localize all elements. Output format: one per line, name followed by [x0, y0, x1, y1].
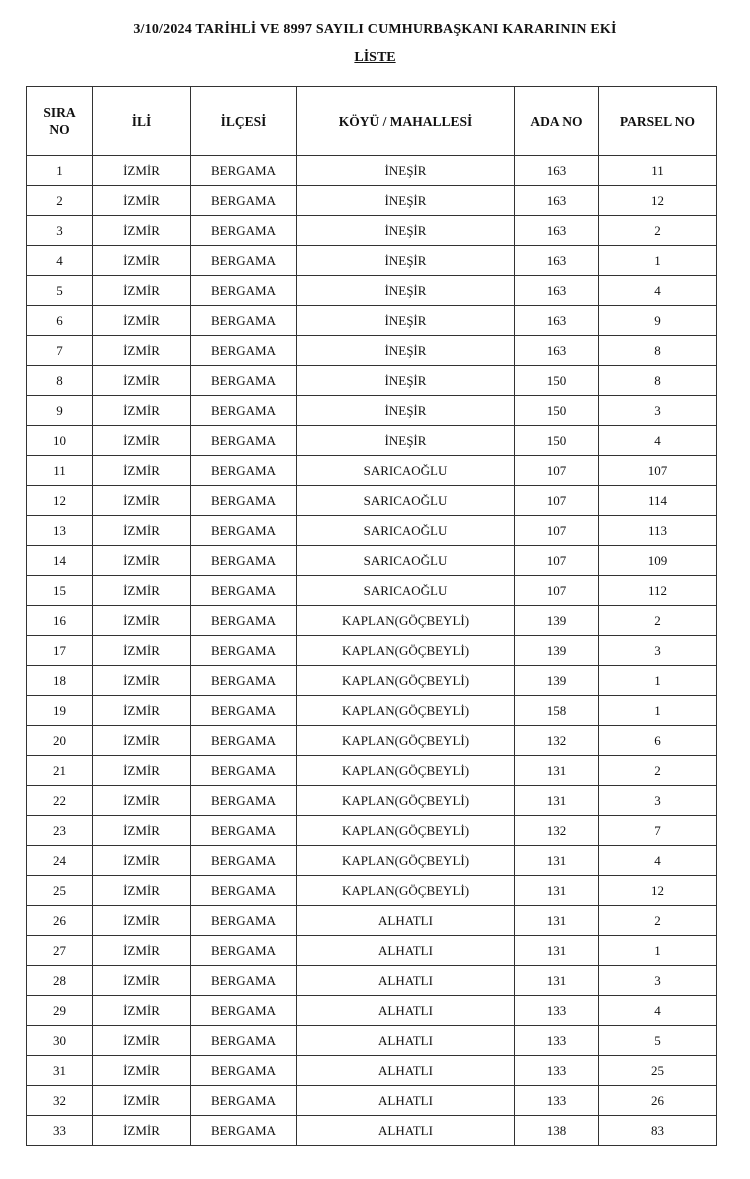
cell-il: İZMİR	[93, 576, 191, 606]
cell-parsel-no: 2	[599, 606, 717, 636]
cell-il: İZMİR	[93, 996, 191, 1026]
cell-parsel-no: 3	[599, 636, 717, 666]
cell-parsel-no: 114	[599, 486, 717, 516]
cell-koy-mahalle: KAPLAN(GÖÇBEYLİ)	[297, 846, 515, 876]
cell-ilce: BERGAMA	[191, 306, 297, 336]
cell-il: İZMİR	[93, 816, 191, 846]
cell-ada-no: 107	[515, 456, 599, 486]
cell-ada-no: 163	[515, 156, 599, 186]
table-row	[27, 786, 717, 816]
table-row	[27, 696, 717, 726]
cell-ilce: BERGAMA	[191, 156, 297, 186]
cell-sira-no: 5	[27, 276, 93, 306]
cell-ada-no: 107	[515, 516, 599, 546]
table-row	[27, 576, 717, 606]
cell-parsel-no: 9	[599, 306, 717, 336]
cell-ilce: BERGAMA	[191, 666, 297, 696]
table-row	[27, 486, 717, 516]
cell-koy-mahalle: KAPLAN(GÖÇBEYLİ)	[297, 696, 515, 726]
cell-il: İZMİR	[93, 696, 191, 726]
cell-sira-no: 29	[27, 996, 93, 1026]
cell-il: İZMİR	[93, 906, 191, 936]
cell-ilce: BERGAMA	[191, 636, 297, 666]
cell-ada-no: 163	[515, 336, 599, 366]
header-sira-line1: SIRA	[43, 105, 76, 120]
table-row	[27, 756, 717, 786]
header-ilce: İLÇESİ	[191, 87, 297, 156]
table-row	[27, 666, 717, 696]
cell-sira-no: 7	[27, 336, 93, 366]
cell-koy-mahalle: KAPLAN(GÖÇBEYLİ)	[297, 636, 515, 666]
cell-koy-mahalle: ALHATLI	[297, 1056, 515, 1086]
cell-parsel-no: 3	[599, 396, 717, 426]
cell-koy-mahalle: İNEŞİR	[297, 306, 515, 336]
cell-sira-no: 1	[27, 156, 93, 186]
cell-il: İZMİR	[93, 216, 191, 246]
cell-ada-no: 163	[515, 276, 599, 306]
cell-ilce: BERGAMA	[191, 516, 297, 546]
header-sira-no	[27, 87, 93, 156]
cell-parsel-no: 107	[599, 456, 717, 486]
cell-ada-no: 150	[515, 366, 599, 396]
cell-ada-no: 133	[515, 1026, 599, 1056]
cell-koy-mahalle: İNEŞİR	[297, 186, 515, 216]
cell-sira-no: 28	[27, 966, 93, 996]
cell-parsel-no: 2	[599, 906, 717, 936]
cell-ada-no: 107	[515, 486, 599, 516]
cell-parsel-no: 12	[599, 186, 717, 216]
cell-parsel-no: 5	[599, 1026, 717, 1056]
cell-il: İZMİR	[93, 396, 191, 426]
cell-il: İZMİR	[93, 936, 191, 966]
header-il: İLİ	[93, 87, 191, 156]
cell-koy-mahalle: KAPLAN(GÖÇBEYLİ)	[297, 786, 515, 816]
cell-sira-no: 15	[27, 576, 93, 606]
cell-sira-no: 30	[27, 1026, 93, 1056]
table-row	[27, 546, 717, 576]
table-row	[27, 876, 717, 906]
cell-ada-no: 163	[515, 306, 599, 336]
cell-parsel-no: 3	[599, 966, 717, 996]
cell-koy-mahalle: İNEŞİR	[297, 246, 515, 276]
table-row	[27, 816, 717, 846]
cell-sira-no: 11	[27, 456, 93, 486]
cell-sira-no: 26	[27, 906, 93, 936]
table-row	[27, 1026, 717, 1056]
cell-il: İZMİR	[93, 336, 191, 366]
cell-ada-no: 131	[515, 906, 599, 936]
cell-parsel-no: 3	[599, 786, 717, 816]
cell-sira-no: 10	[27, 426, 93, 456]
cell-ilce: BERGAMA	[191, 1086, 297, 1116]
cell-parsel-no: 113	[599, 516, 717, 546]
cell-koy-mahalle: SARICAOĞLU	[297, 546, 515, 576]
cell-ilce: BERGAMA	[191, 366, 297, 396]
cell-il: İZMİR	[93, 1056, 191, 1086]
table-row	[27, 846, 717, 876]
table-row	[27, 996, 717, 1026]
cell-il: İZMİR	[93, 366, 191, 396]
cell-sira-no: 27	[27, 936, 93, 966]
cell-sira-no: 3	[27, 216, 93, 246]
cell-koy-mahalle: KAPLAN(GÖÇBEYLİ)	[297, 876, 515, 906]
cell-parsel-no: 4	[599, 426, 717, 456]
table-row	[27, 366, 717, 396]
table-row	[27, 156, 717, 186]
cell-sira-no: 23	[27, 816, 93, 846]
cell-ada-no: 131	[515, 936, 599, 966]
cell-il: İZMİR	[93, 786, 191, 816]
cell-parsel-no: 1	[599, 666, 717, 696]
cell-parsel-no: 11	[599, 156, 717, 186]
table-row	[27, 906, 717, 936]
cell-koy-mahalle: ALHATLI	[297, 966, 515, 996]
cell-ada-no: 163	[515, 186, 599, 216]
cell-parsel-no: 8	[599, 336, 717, 366]
cell-parsel-no: 4	[599, 996, 717, 1026]
document-subtitle: LİSTE	[354, 50, 396, 65]
cell-ilce: BERGAMA	[191, 606, 297, 636]
cell-sira-no: 32	[27, 1086, 93, 1116]
cell-ilce: BERGAMA	[191, 216, 297, 246]
cell-ilce: BERGAMA	[191, 936, 297, 966]
cell-ada-no: 139	[515, 606, 599, 636]
cell-il: İZMİR	[93, 876, 191, 906]
cell-ada-no: 150	[515, 396, 599, 426]
table-header-row	[27, 87, 717, 156]
table-row	[27, 306, 717, 336]
cell-ada-no: 138	[515, 1116, 599, 1146]
cell-sira-no: 16	[27, 606, 93, 636]
cell-ilce: BERGAMA	[191, 1026, 297, 1056]
cell-ilce: BERGAMA	[191, 726, 297, 756]
cell-il: İZMİR	[93, 726, 191, 756]
table-row	[27, 246, 717, 276]
table-row	[27, 606, 717, 636]
header-koy-mahalle: KÖYÜ / MAHALLESİ	[297, 87, 515, 156]
header-ada-no: ADA NO	[515, 87, 599, 156]
cell-ilce: BERGAMA	[191, 546, 297, 576]
cell-parsel-no: 26	[599, 1086, 717, 1116]
cell-ilce: BERGAMA	[191, 426, 297, 456]
cell-sira-no: 31	[27, 1056, 93, 1086]
cell-ilce: BERGAMA	[191, 906, 297, 936]
cell-ada-no: 150	[515, 426, 599, 456]
cell-koy-mahalle: KAPLAN(GÖÇBEYLİ)	[297, 666, 515, 696]
cell-koy-mahalle: İNEŞİR	[297, 276, 515, 306]
cell-sira-no: 13	[27, 516, 93, 546]
cell-koy-mahalle: İNEŞİR	[297, 216, 515, 246]
table-body	[27, 156, 717, 1146]
cell-koy-mahalle: İNEŞİR	[297, 426, 515, 456]
cell-il: İZMİR	[93, 666, 191, 696]
cell-sira-no: 18	[27, 666, 93, 696]
cell-ada-no: 131	[515, 786, 599, 816]
cell-sira-no: 9	[27, 396, 93, 426]
cell-ilce: BERGAMA	[191, 816, 297, 846]
cell-ada-no: 158	[515, 696, 599, 726]
cell-ilce: BERGAMA	[191, 996, 297, 1026]
cell-koy-mahalle: ALHATLI	[297, 1086, 515, 1116]
cell-il: İZMİR	[93, 186, 191, 216]
cell-parsel-no: 12	[599, 876, 717, 906]
cell-parsel-no: 83	[599, 1116, 717, 1146]
cell-parsel-no: 25	[599, 1056, 717, 1086]
cell-koy-mahalle: SARICAOĞLU	[297, 456, 515, 486]
cell-il: İZMİR	[93, 516, 191, 546]
cell-ada-no: 163	[515, 246, 599, 276]
cell-ada-no: 131	[515, 846, 599, 876]
cell-ilce: BERGAMA	[191, 276, 297, 306]
cell-koy-mahalle: ALHATLI	[297, 906, 515, 936]
cell-ada-no: 139	[515, 636, 599, 666]
table-row	[27, 1086, 717, 1116]
cell-il: İZMİR	[93, 1026, 191, 1056]
cell-il: İZMİR	[93, 456, 191, 486]
cell-ilce: BERGAMA	[191, 396, 297, 426]
cell-koy-mahalle: ALHATLI	[297, 996, 515, 1026]
cell-koy-mahalle: ALHATLI	[297, 1116, 515, 1146]
table-row	[27, 216, 717, 246]
cell-ilce: BERGAMA	[191, 696, 297, 726]
cell-parsel-no: 1	[599, 936, 717, 966]
cell-koy-mahalle: İNEŞİR	[297, 156, 515, 186]
cell-ilce: BERGAMA	[191, 246, 297, 276]
cell-ilce: BERGAMA	[191, 1056, 297, 1086]
cell-parsel-no: 2	[599, 756, 717, 786]
cell-sira-no: 14	[27, 546, 93, 576]
cell-koy-mahalle: KAPLAN(GÖÇBEYLİ)	[297, 726, 515, 756]
cell-sira-no: 12	[27, 486, 93, 516]
cell-sira-no: 8	[27, 366, 93, 396]
cell-parsel-no: 7	[599, 816, 717, 846]
cell-sira-no: 20	[27, 726, 93, 756]
cell-il: İZMİR	[93, 606, 191, 636]
cell-il: İZMİR	[93, 966, 191, 996]
cell-ilce: BERGAMA	[191, 1116, 297, 1146]
cell-sira-no: 25	[27, 876, 93, 906]
cell-ada-no: 133	[515, 996, 599, 1026]
table-row	[27, 636, 717, 666]
cell-parsel-no: 109	[599, 546, 717, 576]
cell-parsel-no: 4	[599, 276, 717, 306]
table-row	[27, 966, 717, 996]
cell-il: İZMİR	[93, 756, 191, 786]
cell-il: İZMİR	[93, 1086, 191, 1116]
cell-parsel-no: 112	[599, 576, 717, 606]
cell-parsel-no: 1	[599, 696, 717, 726]
cell-ilce: BERGAMA	[191, 786, 297, 816]
cell-ada-no: 133	[515, 1056, 599, 1086]
cell-il: İZMİR	[93, 276, 191, 306]
table-row	[27, 516, 717, 546]
document-title: 3/10/2024 TARİHLİ VE 8997 SAYILI CUMHURBAŞKANI KARARININ EKİ	[133, 22, 617, 37]
cell-koy-mahalle: İNEŞİR	[297, 336, 515, 366]
cell-ada-no: 133	[515, 1086, 599, 1116]
cell-koy-mahalle: İNEŞİR	[297, 366, 515, 396]
cell-ada-no: 107	[515, 546, 599, 576]
cell-ilce: BERGAMA	[191, 336, 297, 366]
header-parsel-no: PARSEL NO	[599, 87, 717, 156]
cell-ada-no: 132	[515, 726, 599, 756]
table-row	[27, 1116, 717, 1146]
cell-ilce: BERGAMA	[191, 876, 297, 906]
cell-ilce: BERGAMA	[191, 846, 297, 876]
cell-sira-no: 19	[27, 696, 93, 726]
cell-koy-mahalle: İNEŞİR	[297, 396, 515, 426]
table-row	[27, 456, 717, 486]
cell-parsel-no: 4	[599, 846, 717, 876]
cell-sira-no: 22	[27, 786, 93, 816]
cell-ilce: BERGAMA	[191, 966, 297, 996]
cell-koy-mahalle: SARICAOĞLU	[297, 516, 515, 546]
cell-sira-no: 4	[27, 246, 93, 276]
cell-parsel-no: 2	[599, 216, 717, 246]
cell-sira-no: 17	[27, 636, 93, 666]
cell-parsel-no: 1	[599, 246, 717, 276]
cell-koy-mahalle: SARICAOĞLU	[297, 486, 515, 516]
cell-koy-mahalle: KAPLAN(GÖÇBEYLİ)	[297, 606, 515, 636]
cell-il: İZMİR	[93, 846, 191, 876]
cell-ada-no: 163	[515, 216, 599, 246]
cell-ilce: BERGAMA	[191, 456, 297, 486]
table-row	[27, 936, 717, 966]
header-sira-line2: NO	[49, 122, 70, 137]
cell-ada-no: 107	[515, 576, 599, 606]
table-row	[27, 186, 717, 216]
cell-ilce: BERGAMA	[191, 486, 297, 516]
cell-koy-mahalle: SARICAOĞLU	[297, 576, 515, 606]
cell-il: İZMİR	[93, 636, 191, 666]
cell-sira-no: 21	[27, 756, 93, 786]
cell-sira-no: 33	[27, 1116, 93, 1146]
cell-sira-no: 2	[27, 186, 93, 216]
table-row	[27, 276, 717, 306]
cell-ada-no: 131	[515, 756, 599, 786]
cell-parsel-no: 6	[599, 726, 717, 756]
table-row	[27, 396, 717, 426]
cell-koy-mahalle: KAPLAN(GÖÇBEYLİ)	[297, 756, 515, 786]
table-row	[27, 1056, 717, 1086]
cell-il: İZMİR	[93, 1116, 191, 1146]
cell-parsel-no: 8	[599, 366, 717, 396]
cell-koy-mahalle: ALHATLI	[297, 1026, 515, 1056]
cell-sira-no: 24	[27, 846, 93, 876]
cell-koy-mahalle: KAPLAN(GÖÇBEYLİ)	[297, 816, 515, 846]
cell-ilce: BERGAMA	[191, 576, 297, 606]
cell-il: İZMİR	[93, 246, 191, 276]
table-row	[27, 726, 717, 756]
table-row	[27, 426, 717, 456]
cell-ada-no: 132	[515, 816, 599, 846]
parcel-table	[26, 86, 717, 1146]
cell-ilce: BERGAMA	[191, 186, 297, 216]
cell-sira-no: 6	[27, 306, 93, 336]
cell-ada-no: 131	[515, 966, 599, 996]
cell-il: İZMİR	[93, 156, 191, 186]
cell-ada-no: 131	[515, 876, 599, 906]
cell-koy-mahalle: ALHATLI	[297, 936, 515, 966]
cell-ilce: BERGAMA	[191, 756, 297, 786]
cell-ada-no: 139	[515, 666, 599, 696]
cell-il: İZMİR	[93, 546, 191, 576]
cell-il: İZMİR	[93, 426, 191, 456]
table-row	[27, 336, 717, 366]
cell-il: İZMİR	[93, 486, 191, 516]
cell-il: İZMİR	[93, 306, 191, 336]
